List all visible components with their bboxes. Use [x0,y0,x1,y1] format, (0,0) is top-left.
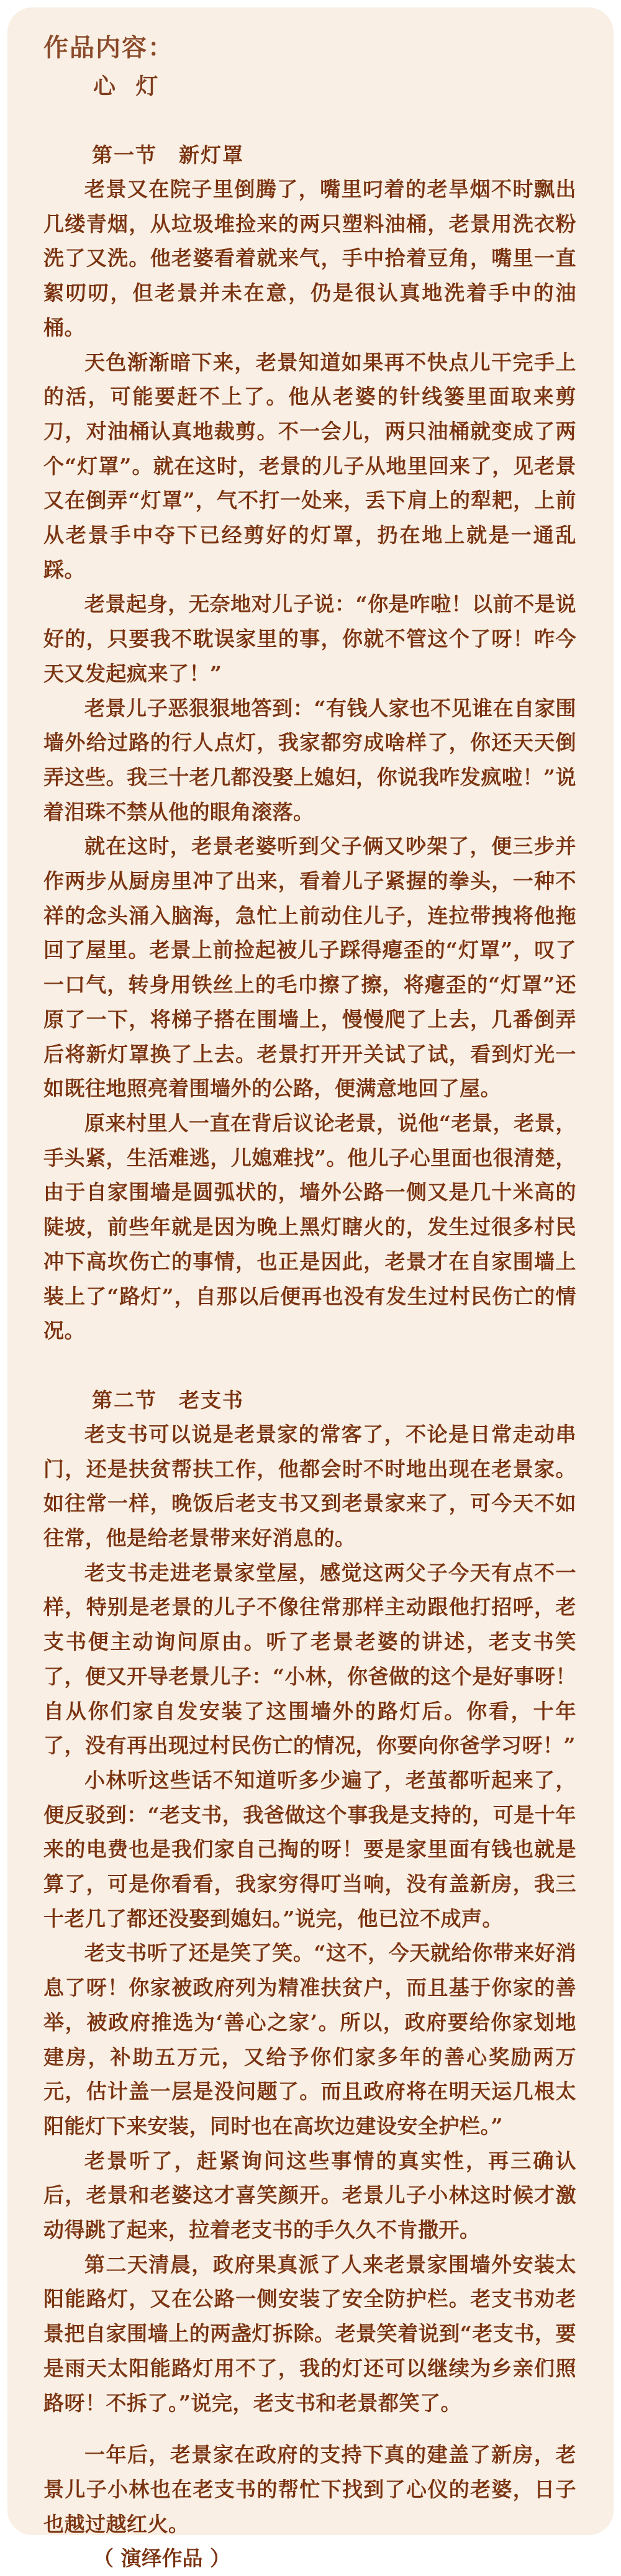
paragraph: 一年后，老景家在政府的支持下真的建盖了新房，老景儿子小林也在老支书的帮忙下找到了心仪的老婆，日子也越过越红火。 [43,2442,576,2536]
work-title: 心 灯 [93,73,165,99]
paragraph: 老景儿子恶狠狠地答到：“有钱人家也不见谁在自家围墙外给过路的行人点灯，我家都穷成啥样了，你还天天倒弄这些。我三十老几都没娶上媳妇，你说我咋发疯啦！”说着泪珠不禁从他的眼角滚落。 [43,696,576,824]
paragraph: 老支书听了还是笑了笑。“这不，今天就给你带来好消息了呀！你家被政府列为精准扶贫户，而且基于你家的善举，被政府推选为‘善心之家’。所以，政府要给你家划地建房，补助五万元，又给予你们家多年的善心奖励两万元，估计盖一层是没问题了。而且政府将在明天运几根太阳能灯下来安装，同时也在高坎边建设安全护栏。” [43,1941,576,2138]
section-title: 第二节 老支书 [92,1387,244,1412]
section-gap [43,1348,576,1383]
spacer [43,106,576,138]
section-2 [43,1383,576,2420]
paragraph: 老景又在院子里倒腾了，嘴里叼着的老旱烟不时飘出几缕青烟，从垃圾堆捡来的两只塑料油桶，老景用洗衣粉洗了又洗。他老婆看着就来气，手中拾着豆角，嘴里一直絮叨叨，但老景并未在意，仍是很认真地洗着手中的油桶。 [43,177,576,340]
paragraph: 老支书走进老景家堂屋，感觉这两父子今天有点不一样，特别是老景的儿子不像往常那样主动跟他打招呼，老支书便主动询问原由。听了老景老婆的讲述，老支书笑了，便又开导老景儿子：“小林，你爸做的这个是好事呀！自从你们家自发安装了这围墙外的路灯后。你看，十年了，没有再出现过村民伤亡的情况，你要向你爸学习呀！” [43,1560,576,1758]
paragraph: 老景听了，赶紧询问这些事情的真实性，再三确认后，老景和老婆这才喜笑颜开。老景儿子小林这时候才激动得跳了起来，拉着老支书的手久久不肯撒开。 [43,2148,576,2243]
content-heading: 作品内容： [43,33,174,62]
paragraph: 第二天清晨，政府果真派了人来老景家围墙外安装太阳能路灯，又在公路一侧安装了安全防护栏。老支书劝老景把自家围墙上的两盏灯拆除。老景笑着说到“老支书，要是雨天太阳能路灯用不了，我的灯还可以继续为乡亲们照路呀！不拆了。”说完，老支书和老景都笑了。 [43,2252,576,2415]
paragraph: 天色渐渐暗下来，老景知道如果再不快点儿干完手上的活，可能要赶不上了。他从老婆的针线篓里面取来剪刀，对油桶认真地裁剪。不一会儿，两只油桶就变成了两个“灯罩”。就在这时，老景的儿子从地里回来了，见老景又在倒弄“灯罩”，气不打一处来，丢下肩上的犁耙，上前从老景手中夺下已经剪好的灯罩，扔在地上就是一通乱踩。 [43,350,576,582]
source-note: （ 演绎作品 ） [93,2546,230,2571]
spacer [43,2420,576,2438]
paragraph: 老景起身，无奈地对儿子说：“你是咋啦！以前不是说好的，只要我不耽误家里的事，你就不管这个了呀！咋今天又发起疯来了！” [43,592,576,686]
paragraph: 原来村里人一直在背后议论老景，说他“老景，老景，手头紧，生活难逃，儿媳难找”。他儿子心里面也很清楚，由于自家围墙是圆弧状的，墙外公路一侧又是几十米高的陡坡，前些年就是因为晚上黑灯瞎火的，发生过很多村民冲下高坎伤亡的事情，也正是因此，老景才在自家围墙上装上了“路灯”，自那以后便再也没有发生过村民伤亡的情况。 [43,1110,576,1343]
section-title: 第一节 新灯罩 [92,143,244,167]
paragraph: 小林听这些话不知道听多少遍了，老茧都听起来了，便反驳到：“老支书，我爸做这个事我是支持的，可是十年来的电费也是我们家自己掏的呀！要是家里面有钱也就是算了，可是你看看，我家穷得叮当响，没有盖新房，我三十老几了都还没娶到媳妇。”说完，他已泣不成声。 [43,1767,576,1931]
content-card [7,7,614,2571]
section-1 [43,138,576,1348]
paragraph: 老支书可以说是老景家的常客了，不论是日常走动串门，还是扶贫帮扶工作，他都会时不时地出现在老景家。如往常一样，晚饭后老支书又到老景家来了，可今天不如往常，他是给老景带来好消息的。 [43,1422,576,1551]
paragraph: 就在这时，老景老婆听到父子俩又吵架了，便三步并作两步从厨房里冲了出来，看着儿子紧握的拳头，一种不祥的念头涌入脑海，急忙上前动住儿子，连拉带拽将他拖回了屋里。老景上前捡起被儿子踩得瘪歪的“灯罩”，叹了一口气，转身用铁丝上的毛巾擦了擦，将瘪歪的“灯罩”还原了一下，将梯子搭在围墙上，慢慢爬了上去，几番倒弄后将新灯罩换了上去。老景打开开关试了试，看到灯光一如既往地照亮着围墙外的公路，便满意地回了屋。 [43,834,576,1101]
